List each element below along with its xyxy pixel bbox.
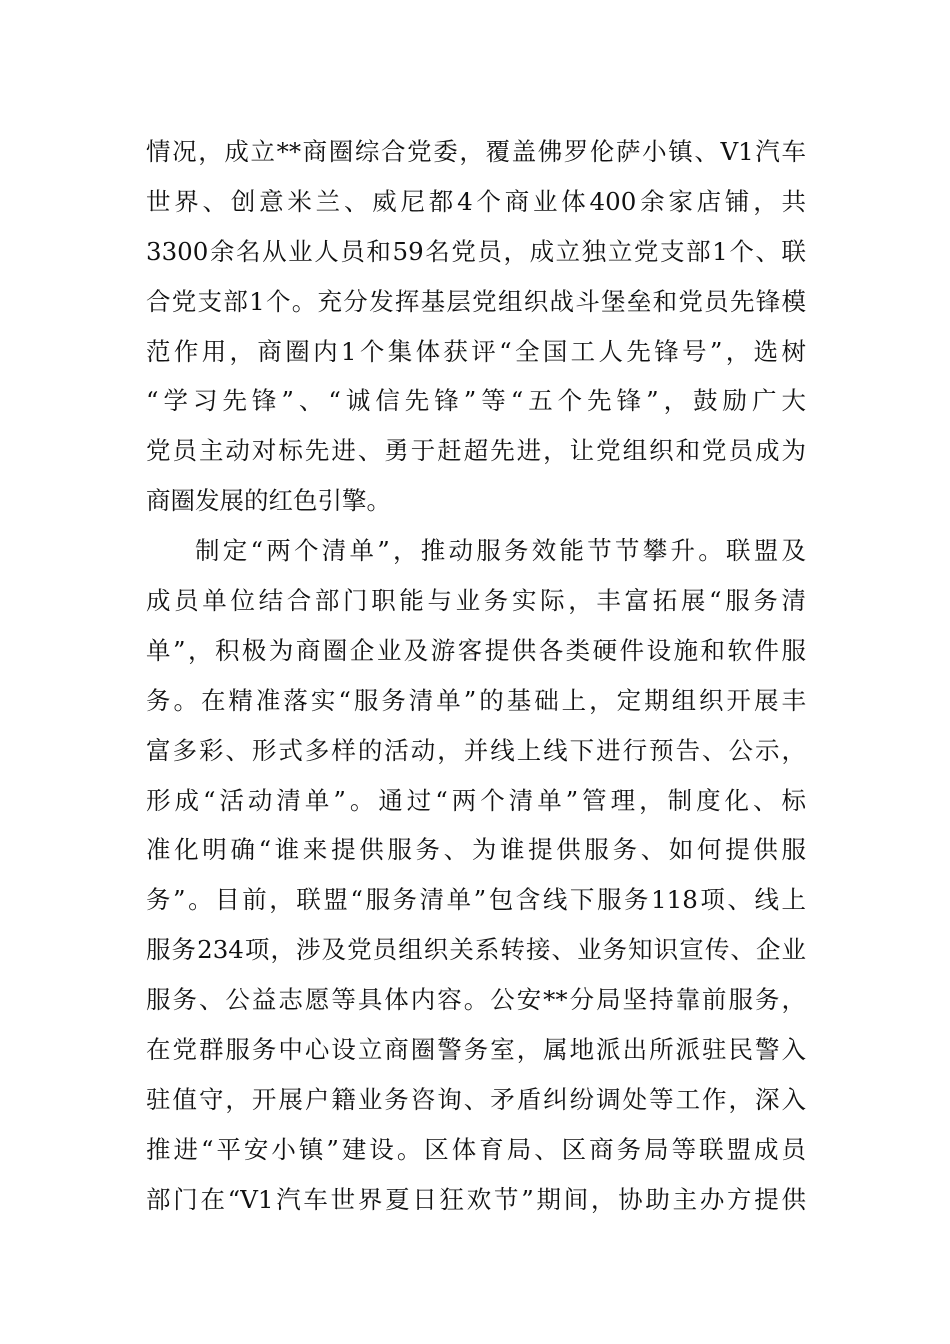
text-line: 推进“平安小镇”建设。区体育局、区商务局等联盟成员 (146, 1134, 806, 1164)
text-line: 范作用，商圈内1个集体获评“全国工人先锋号”，选树 (146, 336, 806, 366)
text-line: 形成“活动清单”。通过“两个清单”管理，制度化、标 (146, 785, 806, 815)
text-line: 党员主动对标先进、勇于赶超先进，让党组织和党员成为 (146, 436, 806, 466)
paragraph-1 (146, 127, 806, 526)
text-line: 世界、创意米兰、威尼都4个商业体400余家店铺，共 (146, 186, 806, 216)
text-line: 服务、公益志愿等具体内容。公安**分局坚持靠前服务， (146, 985, 806, 1015)
text-line: 商圈发展的红色引擎。 (146, 486, 391, 516)
text-line: 务。在精准落实“服务清单”的基础上，定期组织开展丰 (146, 685, 806, 715)
text-line: 务”。目前，联盟“服务清单”包含线下服务118项、线上 (146, 885, 806, 915)
text-line: 富多彩、形式多样的活动，并线上线下进行预告、公示， (146, 735, 806, 765)
text-line: 部门在“V1汽车世界夏日狂欢节”期间，协助主办方提供 (146, 1184, 806, 1214)
text-line: 合党支部1个。充分发挥基层党组织战斗堡垒和党员先锋模 (146, 286, 806, 316)
text-line: 制定“两个清单”，推动服务效能节节攀升。联盟及 (195, 536, 806, 566)
paragraph-2 (146, 526, 806, 1224)
text-line: 驻值守，开展户籍业务咨询、矛盾纠纷调处等工作，深入 (146, 1084, 806, 1114)
text-line: 在党群服务中心设立商圈警务室，属地派出所派驻民警入 (146, 1035, 806, 1065)
text-line: 情况，成立**商圈综合党委，覆盖佛罗伦萨小镇、V1汽车 (146, 137, 806, 166)
text-line: 准化明确“谁来提供服务、为谁提供服务、如何提供服 (146, 835, 806, 865)
body-text (146, 127, 806, 1225)
text-line: 成员单位结合部门职能与业务实际，丰富拓展“服务清 (146, 586, 806, 616)
text-line: 3300余名从业人员和59名党员，成立独立党支部1个、联 (146, 236, 806, 266)
text-line: “学习先锋”、“诚信先锋”等“五个先锋”，鼓励广大 (146, 386, 806, 416)
text-line: 单”，积极为商圈企业及游客提供各类硬件设施和软件服 (146, 635, 806, 665)
text-line: 服务234项，涉及党员组织关系转接、业务知识宣传、企业 (146, 935, 806, 965)
